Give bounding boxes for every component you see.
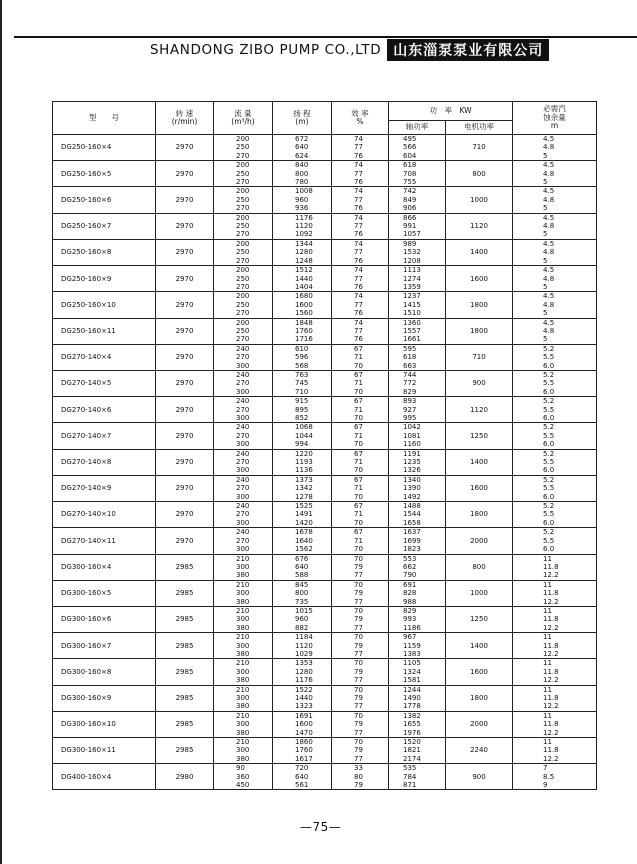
- cell-model: DG270-140×6: [53, 397, 156, 423]
- table-body: [53, 135, 597, 790]
- cell-efficiency: 70 79 77: [332, 685, 389, 711]
- cell-shaft-power: 967 1159 1383: [389, 633, 446, 659]
- header-power: 功 率 KW: [389, 102, 513, 121]
- cell-npsh: 4.5 4.8 5: [513, 292, 597, 318]
- cell-flow: 200 250 270: [214, 135, 273, 161]
- cell-flow: 240 270 300: [214, 397, 273, 423]
- company-name-cn: 山东淄泵泵业有限公司: [387, 39, 549, 61]
- header-head-label: 扬 程: [293, 108, 311, 118]
- cell-head: 1184 1120 1029: [273, 633, 332, 659]
- company-name-en: SHANDONG ZIBO PUMP CO.,LTD: [150, 42, 382, 58]
- cell-flow: 210 300 380: [214, 606, 273, 632]
- cell-motor-power: 1400: [446, 449, 513, 475]
- table-row: [53, 266, 597, 292]
- cell-motor-power: 1120: [446, 213, 513, 239]
- pump-spec-table: [52, 101, 597, 790]
- cell-npsh: 5.2 5.5 6.0: [513, 344, 597, 370]
- cell-flow: 200 250 270: [214, 161, 273, 187]
- cell-motor-power: 800: [446, 554, 513, 580]
- cell-speed: 2970: [156, 370, 214, 396]
- cell-model: DG270-140×5: [53, 370, 156, 396]
- cell-npsh: 4.5 4.8 5: [513, 213, 597, 239]
- cell-efficiency: 67 71 70: [332, 397, 389, 423]
- cell-npsh: 5.2 5.5 6.0: [513, 423, 597, 449]
- cell-shaft-power: 744 772 829: [389, 370, 446, 396]
- cell-head: 1860 1760 1617: [273, 738, 332, 764]
- page-header: [150, 41, 549, 59]
- table-row: [53, 397, 597, 423]
- cell-speed: 2970: [156, 292, 214, 318]
- cell-shaft-power: 1191 1235 1326: [389, 449, 446, 475]
- table-row: [53, 161, 597, 187]
- cell-speed: 2970: [156, 423, 214, 449]
- cell-npsh: 11 11.8 12.2: [513, 685, 597, 711]
- header-motor-power: 电机功率: [446, 121, 513, 135]
- cell-flow: 240 270 300: [214, 370, 273, 396]
- cell-model: DG270-140×4: [53, 344, 156, 370]
- cell-head: 1678 1640 1562: [273, 528, 332, 554]
- left-page-edge: [0, 0, 2, 864]
- cell-motor-power: 1800: [446, 292, 513, 318]
- cell-efficiency: 74 77 76: [332, 213, 389, 239]
- cell-speed: 2985: [156, 554, 214, 580]
- cell-npsh: 7 8.5 9: [513, 764, 597, 790]
- cell-model: DG250-160×4: [53, 135, 156, 161]
- cell-efficiency: 70 79 77: [332, 606, 389, 632]
- cell-head: 1015 960 882: [273, 606, 332, 632]
- cell-model: DG300-160×5: [53, 580, 156, 606]
- cell-efficiency: 33 80 79: [332, 764, 389, 790]
- cell-speed: 2985: [156, 606, 214, 632]
- cell-flow: 200 250 270: [214, 213, 273, 239]
- cell-flow: 210 300 380: [214, 685, 273, 711]
- table-row: [53, 423, 597, 449]
- table-row: [53, 554, 597, 580]
- cell-efficiency: 74 77 76: [332, 318, 389, 344]
- cell-head: 763 745 710: [273, 370, 332, 396]
- table-row: [53, 528, 597, 554]
- cell-model: DG300-160×4: [53, 554, 156, 580]
- cell-head: 1344 1280 1248: [273, 239, 332, 265]
- cell-head: 720 640 561: [273, 764, 332, 790]
- cell-flow: 210 300 380: [214, 659, 273, 685]
- cell-model: DG270-140×7: [53, 423, 156, 449]
- cell-efficiency: 67 71 70: [332, 344, 389, 370]
- cell-npsh: 5.2 5.5 6.0: [513, 370, 597, 396]
- cell-head: 1373 1342 1278: [273, 475, 332, 501]
- cell-motor-power: 1400: [446, 239, 513, 265]
- table-row: [53, 685, 597, 711]
- cell-npsh: 5.2 5.5 6.0: [513, 475, 597, 501]
- cell-efficiency: 67 71 70: [332, 423, 389, 449]
- cell-efficiency: 74 77 76: [332, 266, 389, 292]
- cell-shaft-power: 1340 1390 1492: [389, 475, 446, 501]
- cell-motor-power: 1600: [446, 659, 513, 685]
- cell-efficiency: 74 77 76: [332, 292, 389, 318]
- table-row: [53, 659, 597, 685]
- table-row: [53, 187, 597, 213]
- cell-npsh: 4.5 4.8 5: [513, 187, 597, 213]
- cell-model: DG270-140×8: [53, 449, 156, 475]
- cell-head: 676 640 588: [273, 554, 332, 580]
- cell-speed: 2970: [156, 528, 214, 554]
- cell-shaft-power: 1488 1544 1658: [389, 502, 446, 528]
- cell-shaft-power: 553 662 790: [389, 554, 446, 580]
- cell-npsh: 4.5 4.8 5: [513, 135, 597, 161]
- cell-model: DG300-160×10: [53, 711, 156, 737]
- cell-efficiency: 70 79 77: [332, 554, 389, 580]
- cell-npsh: 4.5 4.8 5: [513, 239, 597, 265]
- cell-head: 1220 1193 1136: [273, 449, 332, 475]
- cell-model: DG270-140×11: [53, 528, 156, 554]
- cell-speed: 2970: [156, 239, 214, 265]
- cell-npsh: 11 11.8 12.2: [513, 659, 597, 685]
- cell-shaft-power: 535 784 871: [389, 764, 446, 790]
- cell-efficiency: 67 71 70: [332, 370, 389, 396]
- cell-head: 840 800 780: [273, 161, 332, 187]
- cell-shaft-power: 1113 1274 1359: [389, 266, 446, 292]
- cell-speed: 2985: [156, 580, 214, 606]
- cell-model: DG300-160×11: [53, 738, 156, 764]
- cell-efficiency: 67 71 70: [332, 528, 389, 554]
- cell-npsh: 11 11.8 12.2: [513, 554, 597, 580]
- cell-head: 610 596 568: [273, 344, 332, 370]
- cell-motor-power: 710: [446, 135, 513, 161]
- cell-speed: 2970: [156, 344, 214, 370]
- header-flow-label: 流 量: [234, 108, 252, 118]
- cell-speed: 2985: [156, 738, 214, 764]
- cell-npsh: 5.2 5.5 6.0: [513, 449, 597, 475]
- cell-efficiency: 74 77 76: [332, 135, 389, 161]
- cell-head: 1008 960 936: [273, 187, 332, 213]
- cell-shaft-power: 618 708 755: [389, 161, 446, 187]
- cell-head: 672 640 624: [273, 135, 332, 161]
- cell-motor-power: 1400: [446, 633, 513, 659]
- cell-shaft-power: 1360 1557 1661: [389, 318, 446, 344]
- cell-flow: 210 300 380: [214, 580, 273, 606]
- cell-flow: 200 250 270: [214, 292, 273, 318]
- cell-head: 1848 1760 1716: [273, 318, 332, 344]
- cell-model: DG250-160×6: [53, 187, 156, 213]
- cell-model: DG250-160×7: [53, 213, 156, 239]
- cell-motor-power: 1000: [446, 187, 513, 213]
- cell-speed: 2970: [156, 187, 214, 213]
- cell-flow: 210 300 380: [214, 711, 273, 737]
- header-npsh: 必需汽 蚀余量 m: [513, 102, 597, 135]
- table-row: [53, 292, 597, 318]
- pump-spec-table-container: [52, 101, 596, 790]
- page-number: —75—: [300, 820, 342, 834]
- cell-head: 1522 1440 1323: [273, 685, 332, 711]
- cell-shaft-power: 989 1532 1208: [389, 239, 446, 265]
- table-row: [53, 318, 597, 344]
- cell-head: 1176 1120 1092: [273, 213, 332, 239]
- cell-shaft-power: 1244 1490 1778: [389, 685, 446, 711]
- cell-flow: 210 300 380: [214, 738, 273, 764]
- cell-model: DG270-140×10: [53, 502, 156, 528]
- cell-shaft-power: 1520 1821 2174: [389, 738, 446, 764]
- header-rule: [14, 36, 637, 38]
- table-row: [53, 738, 597, 764]
- cell-npsh: 5.2 5.5 6.0: [513, 502, 597, 528]
- header-eff-label: 效 率: [351, 108, 369, 118]
- cell-shaft-power: 1042 1081 1160: [389, 423, 446, 449]
- table-row: [53, 135, 597, 161]
- cell-speed: 2970: [156, 161, 214, 187]
- table-row: [53, 370, 597, 396]
- cell-efficiency: 70 79 77: [332, 659, 389, 685]
- header-head: [273, 102, 332, 135]
- cell-motor-power: 900: [446, 370, 513, 396]
- cell-model: DG250-160×11: [53, 318, 156, 344]
- cell-model: DG300-160×9: [53, 685, 156, 711]
- table-row: [53, 606, 597, 632]
- cell-flow: 200 250 270: [214, 266, 273, 292]
- cell-efficiency: 70 79 77: [332, 738, 389, 764]
- cell-head: 1353 1280 1176: [273, 659, 332, 685]
- cell-efficiency: 70 79 77: [332, 711, 389, 737]
- cell-motor-power: 2000: [446, 711, 513, 737]
- cell-head: 1068 1044 994: [273, 423, 332, 449]
- cell-flow: 210 300 380: [214, 554, 273, 580]
- cell-npsh: 4.5 4.8 5: [513, 318, 597, 344]
- cell-speed: 2980: [156, 764, 214, 790]
- header-head-unit: (m): [295, 117, 309, 126]
- cell-motor-power: 1800: [446, 502, 513, 528]
- cell-model: DG250-160×10: [53, 292, 156, 318]
- cell-speed: 2985: [156, 711, 214, 737]
- cell-motor-power: 800: [446, 161, 513, 187]
- cell-flow: 240 270 300: [214, 475, 273, 501]
- cell-shaft-power: 1382 1655 1976: [389, 711, 446, 737]
- cell-npsh: 11 11.8 12.2: [513, 580, 597, 606]
- cell-efficiency: 67 71 70: [332, 475, 389, 501]
- cell-head: 845 800 735: [273, 580, 332, 606]
- cell-motor-power: 1800: [446, 685, 513, 711]
- cell-efficiency: 67 71 70: [332, 449, 389, 475]
- cell-speed: 2985: [156, 659, 214, 685]
- cell-shaft-power: 893 927 995: [389, 397, 446, 423]
- cell-flow: 240 270 300: [214, 344, 273, 370]
- cell-motor-power: 1120: [446, 397, 513, 423]
- cell-speed: 2970: [156, 397, 214, 423]
- cell-shaft-power: 595 618 663: [389, 344, 446, 370]
- cell-efficiency: 74 77 76: [332, 187, 389, 213]
- cell-motor-power: 2000: [446, 528, 513, 554]
- table-row: [53, 711, 597, 737]
- cell-flow: 240 270 300: [214, 449, 273, 475]
- cell-speed: 2970: [156, 475, 214, 501]
- cell-model: DG300-160×6: [53, 606, 156, 632]
- cell-npsh: 11 11.8 12.2: [513, 738, 597, 764]
- table-row: [53, 239, 597, 265]
- cell-head: 915 895 852: [273, 397, 332, 423]
- cell-head: 1525 1491 1420: [273, 502, 332, 528]
- cell-speed: 2970: [156, 135, 214, 161]
- cell-flow: 240 270 300: [214, 528, 273, 554]
- header-efficiency: [332, 102, 389, 135]
- cell-flow: 200 250 270: [214, 187, 273, 213]
- cell-efficiency: 67 71 70: [332, 502, 389, 528]
- cell-motor-power: 1000: [446, 580, 513, 606]
- cell-shaft-power: 866 991 1057: [389, 213, 446, 239]
- cell-efficiency: 70 79 77: [332, 633, 389, 659]
- cell-model: DG300-160×8: [53, 659, 156, 685]
- table-header-row: [53, 102, 597, 121]
- cell-npsh: 4.5 4.8 5: [513, 161, 597, 187]
- cell-head: 1512 1440 1404: [273, 266, 332, 292]
- table-row: [53, 213, 597, 239]
- table-row: [53, 475, 597, 501]
- cell-shaft-power: 495 566 604: [389, 135, 446, 161]
- cell-shaft-power: 829 993 1186: [389, 606, 446, 632]
- cell-shaft-power: 742 849 906: [389, 187, 446, 213]
- cell-speed: 2970: [156, 213, 214, 239]
- header-speed-label: 转 速: [175, 108, 194, 118]
- cell-npsh: 5.2 5.5 6.0: [513, 397, 597, 423]
- cell-model: DG300-160×7: [53, 633, 156, 659]
- cell-model: DG400-160×4: [53, 764, 156, 790]
- cell-speed: 2985: [156, 633, 214, 659]
- cell-speed: 2985: [156, 685, 214, 711]
- table-row: [53, 580, 597, 606]
- cell-npsh: 11 11.8 12.2: [513, 633, 597, 659]
- cell-motor-power: 1250: [446, 423, 513, 449]
- cell-motor-power: 1250: [446, 606, 513, 632]
- cell-head: 1691 1600 1470: [273, 711, 332, 737]
- cell-speed: 2970: [156, 318, 214, 344]
- cell-flow: 90 360 450: [214, 764, 273, 790]
- cell-motor-power: 1800: [446, 318, 513, 344]
- cell-motor-power: 710: [446, 344, 513, 370]
- table-row: [53, 344, 597, 370]
- header-speed-unit: (r/min): [171, 117, 198, 126]
- cell-flow: 200 250 270: [214, 239, 273, 265]
- header-eff-unit: %: [356, 117, 364, 126]
- cell-flow: 200 250 270: [214, 318, 273, 344]
- header-flow: [214, 102, 273, 135]
- header-flow-unit: (m³/h): [231, 117, 255, 126]
- cell-motor-power: 900: [446, 764, 513, 790]
- cell-flow: 210 300 380: [214, 633, 273, 659]
- cell-model: DG250-160×9: [53, 266, 156, 292]
- cell-model: DG270-140×9: [53, 475, 156, 501]
- cell-shaft-power: 1237 1415 1510: [389, 292, 446, 318]
- cell-npsh: 11 11.8 12.2: [513, 711, 597, 737]
- cell-head: 1680 1600 1560: [273, 292, 332, 318]
- cell-flow: 240 270 300: [214, 502, 273, 528]
- cell-speed: 2970: [156, 266, 214, 292]
- cell-speed: 2970: [156, 449, 214, 475]
- cell-npsh: 4.5 4.8 5: [513, 266, 597, 292]
- cell-motor-power: 1600: [446, 475, 513, 501]
- table-row: [53, 449, 597, 475]
- header-model: 型 号: [53, 102, 156, 135]
- header-speed: [156, 102, 214, 135]
- cell-shaft-power: 1637 1699 1823: [389, 528, 446, 554]
- table-row: [53, 502, 597, 528]
- cell-model: DG250-160×8: [53, 239, 156, 265]
- table-row: [53, 633, 597, 659]
- cell-shaft-power: 1105 1324 1581: [389, 659, 446, 685]
- cell-speed: 2970: [156, 502, 214, 528]
- cell-efficiency: 74 77 76: [332, 239, 389, 265]
- cell-efficiency: 74 77 76: [332, 161, 389, 187]
- cell-npsh: 5.2 5.5 6.0: [513, 528, 597, 554]
- cell-npsh: 11 11.8 12.2: [513, 606, 597, 632]
- cell-shaft-power: 691 828 988: [389, 580, 446, 606]
- cell-model: DG250-160×5: [53, 161, 156, 187]
- cell-efficiency: 70 79 77: [332, 580, 389, 606]
- table-row: [53, 764, 597, 790]
- cell-motor-power: 2240: [446, 738, 513, 764]
- cell-flow: 240 270 300: [214, 423, 273, 449]
- cell-motor-power: 1600: [446, 266, 513, 292]
- header-shaft-power: 轴功率: [389, 121, 446, 135]
